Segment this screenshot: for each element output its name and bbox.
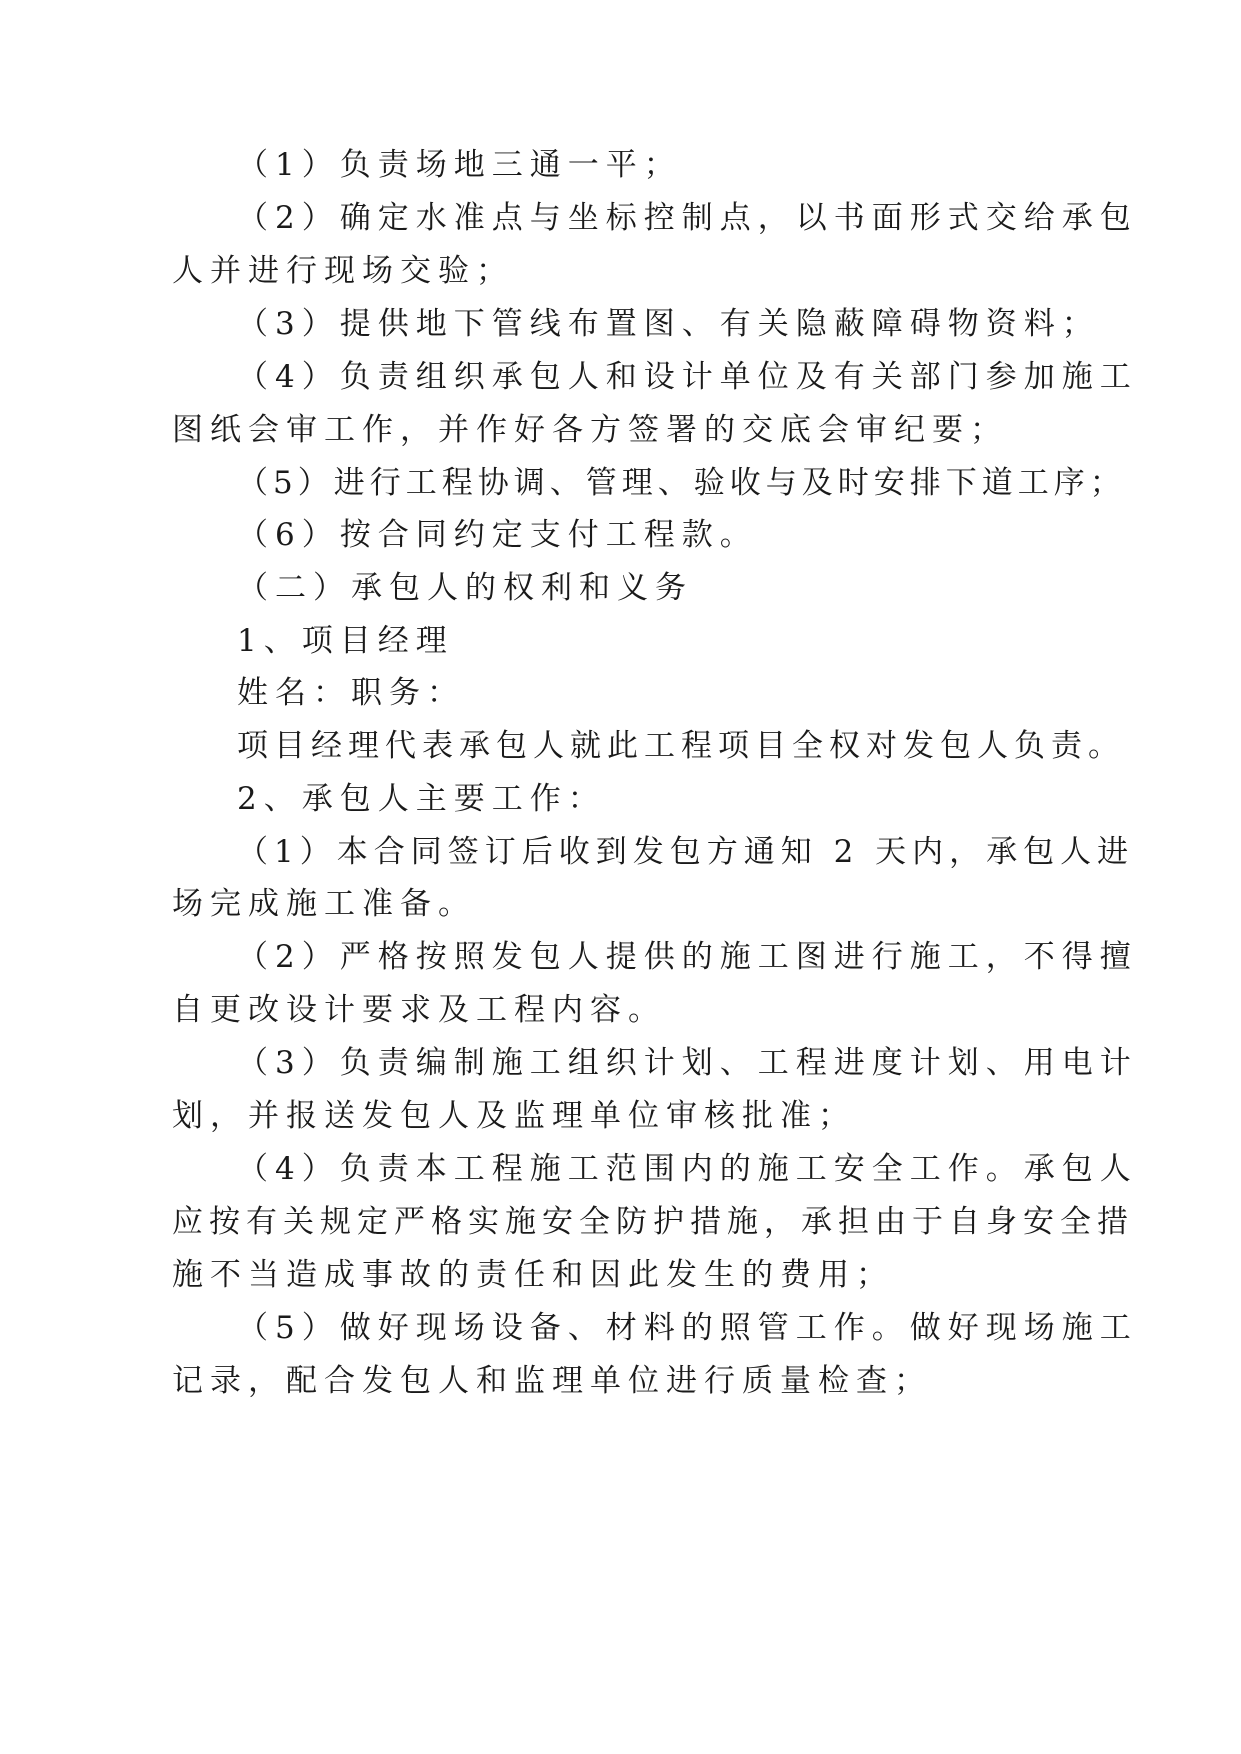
paragraph-line: （3）提供地下管线布置图、有关隐蔽障碍物资料； bbox=[237, 306, 1100, 342]
paragraph-line: 记录，配合发包人和监理单位进行质量检查； bbox=[172, 1363, 932, 1399]
subsection-heading: 1、项目经理 bbox=[237, 623, 454, 659]
paragraph-line: （4）负责本工程施工范围内的施工安全工作。承包人 bbox=[237, 1151, 1138, 1187]
paragraph-line: （4）负责组织承包人和设计单位及有关部门参加施工 bbox=[237, 359, 1138, 395]
paragraph-line: 划，并报送发包人及监理单位审核批准； bbox=[172, 1098, 856, 1134]
paragraph-line: （6）按合同约定支付工程款。 bbox=[237, 517, 758, 553]
paragraph-line: 自更改设计要求及工程内容。 bbox=[172, 992, 666, 1028]
paragraph-line: 应按有关规定严格实施安全防护措施，承担由于自身安全措 bbox=[172, 1204, 1134, 1240]
paragraph-line: 施不当造成事故的责任和因此发生的费用； bbox=[172, 1257, 894, 1293]
paragraph-line: （5）做好现场设备、材料的照管工作。做好现场施工 bbox=[237, 1310, 1138, 1346]
paragraph-line: 场完成施工准备。 bbox=[172, 886, 476, 922]
paragraph-line: （3）负责编制施工组织计划、工程进度计划、用电计 bbox=[237, 1045, 1138, 1081]
paragraph-line: 人并进行现场交验； bbox=[172, 253, 514, 289]
paragraph-line: （2）严格按照发包人提供的施工图进行施工，不得擅 bbox=[237, 939, 1138, 975]
section-heading: （二）承包人的权利和义务 bbox=[237, 570, 693, 606]
paragraph-line: （2）确定水准点与坐标控制点，以书面形式交给承包 bbox=[237, 200, 1138, 236]
paragraph-line: 图纸会审工作，并作好各方签署的交底会审纪要； bbox=[172, 412, 1008, 448]
paragraph-line: 项目经理代表承包人就此工程项目全权对发包人负责。 bbox=[237, 728, 1125, 764]
paragraph-line: 姓名：职务： bbox=[237, 675, 465, 711]
paragraph-line: （1）本合同签订后收到发包方通知 2 天内，承包人进 bbox=[237, 834, 1135, 870]
paragraph-line: （1）负责场地三通一平； bbox=[237, 147, 682, 183]
paragraph-line: （5）进行工程协调、管理、验收与及时安排下道工序； bbox=[237, 465, 1126, 501]
subsection-heading: 2、承包人主要工作： bbox=[237, 781, 606, 817]
